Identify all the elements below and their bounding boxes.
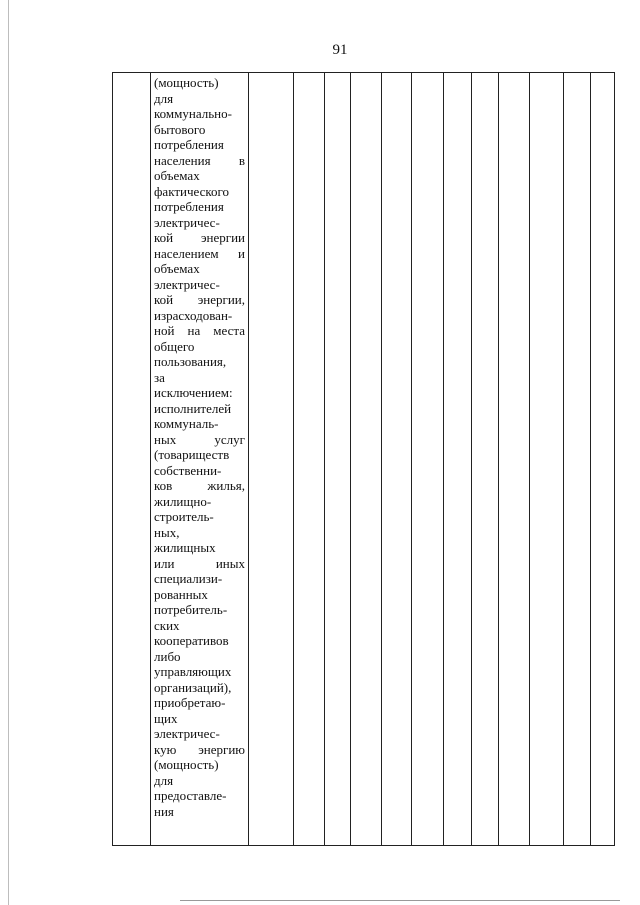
description-line: ных услуг (154, 431, 245, 447)
description-line: пользования, (154, 354, 227, 369)
row-number-cell (113, 73, 151, 846)
description-line: кую энергию (154, 741, 245, 757)
description-line: населением и (154, 245, 245, 261)
value-cell (444, 73, 472, 846)
value-cell (249, 73, 294, 846)
description-line: объемах (154, 168, 200, 183)
description-line: фактического (154, 183, 230, 199)
value-cell (382, 73, 412, 846)
description-line: потребления (154, 199, 224, 214)
description-line: управляющих (154, 664, 232, 679)
description-line: для (154, 772, 174, 788)
description-line: жилищно- (154, 493, 212, 509)
description-line: объемах (154, 261, 200, 276)
description-line: коммунально- (154, 106, 232, 121)
description-line: за (154, 369, 165, 385)
description-line: населения в (154, 152, 245, 168)
description-line: (мощность) (154, 75, 219, 90)
description-line: кооперативов (154, 633, 229, 648)
description-line: организаций), (154, 679, 232, 695)
value-cell (412, 73, 444, 846)
description-line: потребитель- (154, 602, 228, 617)
description-line: исключением: (154, 385, 233, 400)
value-cell (325, 73, 351, 846)
value-cell (472, 73, 499, 846)
description-line: щих (154, 710, 178, 726)
description-line: или иных (154, 555, 245, 571)
description-line: ков жилья, (154, 478, 245, 493)
description-line: ных, (154, 524, 180, 540)
description-line: строитель- (154, 509, 214, 524)
description-line: исполнителей (154, 400, 232, 416)
description-line: потребления (154, 137, 224, 152)
page-number: 91 (332, 42, 348, 58)
table-row (113, 73, 615, 846)
description-line: ния (154, 803, 174, 819)
description-line: израсходован- (154, 307, 233, 323)
description-line: коммуналь- (154, 416, 219, 431)
description-line: электричес- (154, 726, 220, 741)
description-line: (мощность) (154, 757, 219, 772)
description-line: кой энергии, (154, 292, 245, 307)
value-cell (294, 73, 325, 846)
row-description-cell (151, 73, 249, 846)
description-line: бытового (154, 121, 206, 137)
description-line: общего (154, 338, 195, 354)
description-line: рованных (154, 586, 208, 602)
value-cell (591, 73, 615, 846)
description-line: ских (154, 617, 180, 633)
description-line: специализи- (154, 571, 223, 586)
value-cell (564, 73, 591, 846)
value-cell (499, 73, 530, 846)
value-cell (351, 73, 382, 846)
description-line: электричес- (154, 214, 220, 230)
description-line: жилищных (154, 540, 216, 555)
description-line: либо (154, 648, 181, 664)
description-line: приобретаю- (154, 695, 226, 710)
description-line: электричес- (154, 276, 220, 292)
description-line: (товариществ (154, 447, 230, 462)
description-line: собственни- (154, 462, 222, 478)
description-line: предоставле- (154, 788, 227, 803)
value-cell (530, 73, 564, 846)
description-line: для (154, 90, 174, 106)
description-line: ной на места (154, 323, 245, 338)
scan-left-edge (8, 0, 9, 905)
description-line: кой энергии (154, 230, 245, 245)
tariff-table (112, 72, 615, 846)
scan-bottom-edge (180, 900, 620, 901)
